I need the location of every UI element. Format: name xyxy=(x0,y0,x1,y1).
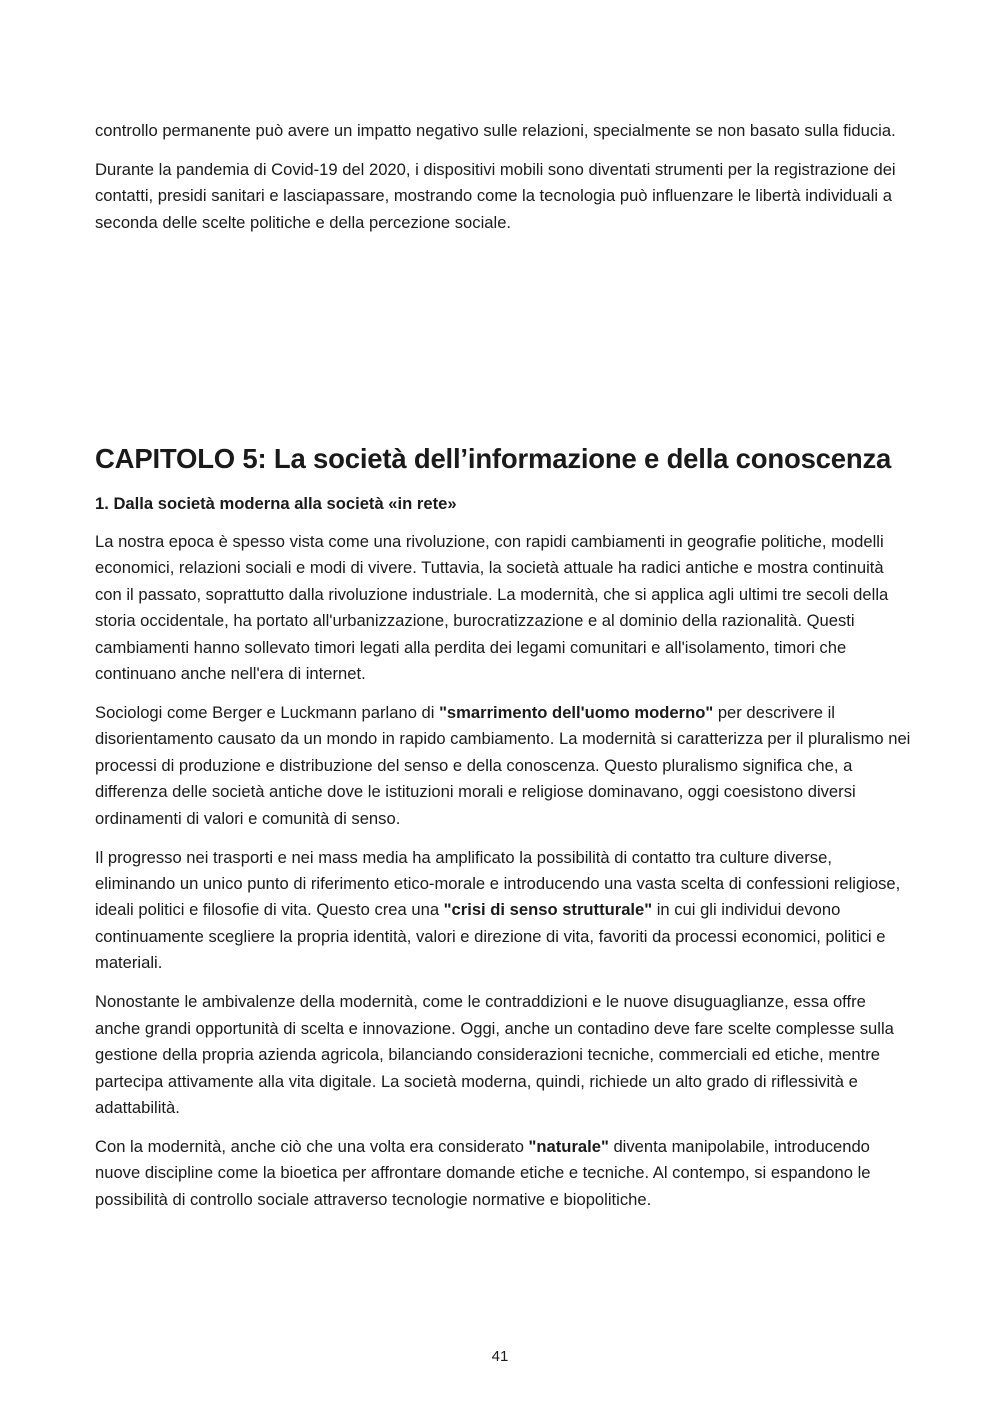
bold-phrase: "naturale" xyxy=(528,1136,609,1156)
paragraph-text: Sociologi come Berger e Luckmann parlano di xyxy=(95,703,440,723)
bold-phrase: "smarrimento dell'uomo moderno" xyxy=(439,703,714,723)
section-heading: 1. Dalla società moderna alla società «in rete» xyxy=(95,494,457,513)
bold-phrase: "crisi di senso strutturale" xyxy=(443,900,653,920)
body-paragraph xyxy=(95,700,913,832)
body-paragraph: Nonostante le ambivalenze della modernità, come le contraddizioni e le nuove disuguaglianze, essa offre anche grandi opportunità di scelta e innovazione. Oggi, anche un contadino deve fare scelte complesse sulla gestione della propria azienda agricola, bilanciando considerazioni tecniche, commerciali ed etiche, mentre partecipa attivamente alla vita digitale. La società moderna, quindi, richiede un alto grado di riflessività e adattabilità. xyxy=(95,992,894,1117)
paragraph-text: diventa manipolabile, introducendo nuove discipline come la bioetica per affrontare domande etiche e tecniche. Al contempo, si espandono le possibilità di controllo sociale attraverso tecnologie normative e biopolitiche. xyxy=(95,1136,871,1209)
paragraph-text: per descrivere il disorientamento causato da un mondo in rapido cambiamento. La modernità si caratterizza per il pluralismo nei processi di produzione e distribuzione del senso e della conoscenza. Questo pluralismo significa che, a differenza delle società antiche dove le istituzioni morali e religiose dominavano, oggi coesistono diversi ordinamenti di valori e comunità di senso. xyxy=(95,703,911,828)
chapter-section xyxy=(95,491,913,1226)
paragraph-text: in cui gli individui devono continuamente scegliere la propria identità, valori e direzione di vita, favoriti da processi economici, politici e materiali. xyxy=(95,900,886,973)
chapter-title: CAPITOLO 5: La società dell’informazione e della conoscenza xyxy=(95,443,892,474)
intro-paragraph: controllo permanente può avere un impatto negativo sulle relazioni, specialmente se non basato sulla fiducia. xyxy=(95,121,896,140)
body-paragraph: La nostra epoca è spesso vista come una rivoluzione, con rapidi cambiamenti in geografie politiche, modelli economici, relazioni sociali e modi di vivere. Tuttavia, la società attuale ha radici antiche e mostra continuità con il passato, soprattutto dalla rivoluzione industriale. La modernità, che si applica agli ultimi tre secoli della storia occidentale, ha portato all'urbanizzazione, burocratizzazione e al dominio della razionalità. Questi cambiamenti hanno sollevato timori legati alla perdita dei legami comunitari e all'isolamento, timori che continuano anche nell'era di internet. xyxy=(95,532,889,684)
paragraph-text: Con la modernità, anche ciò che una volta era considerato xyxy=(95,1136,529,1156)
body-paragraph xyxy=(95,1134,913,1213)
page-number: 41 xyxy=(491,1348,509,1365)
body-paragraph xyxy=(95,845,913,977)
intro-text xyxy=(95,118,913,249)
paragraph-text: Il progresso nei trasporti e nei mass media ha amplificato la possibilità di contatto tra culture diverse, eliminando un unico punto di riferimento etico-morale e introducendo una vasta scelta di confessioni religiose, ideali politici e filosofie di vita. Questo crea una xyxy=(95,847,901,920)
intro-paragraph: Durante la pandemia di Covid-19 del 2020, i dispositivi mobili sono diventati strumenti per la registrazione dei contatti, presidi sanitari e lasciapassare, mostrando come la tecnologia può influenzare le libertà individuali a seconda delle scelte politiche e della percezione sociale. xyxy=(95,160,896,232)
